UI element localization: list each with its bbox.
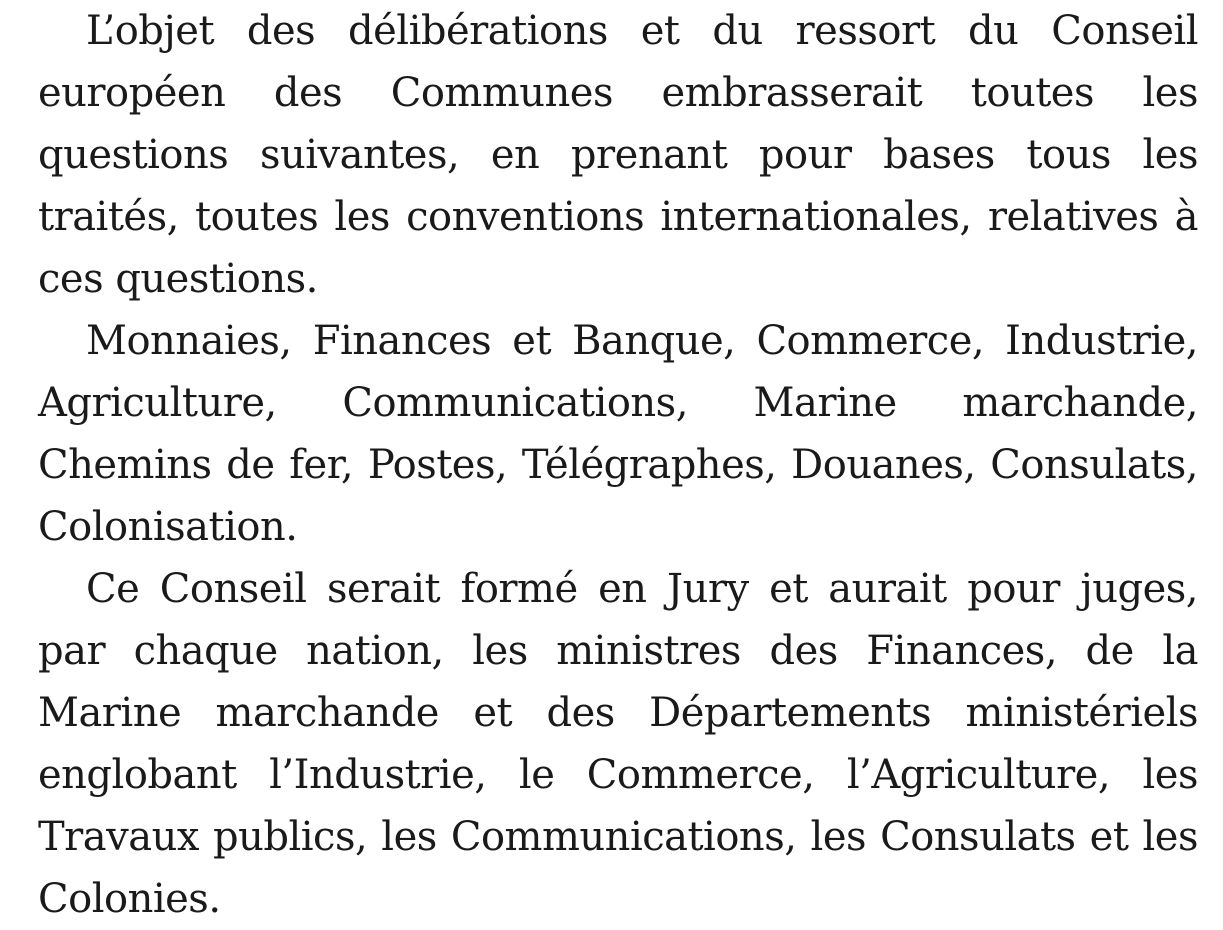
document-page [38, 0, 1198, 922]
paragraph-topics-list: Monnaies, Finances et Banque, Commerce, Industrie, Agriculture, Communications, Marine marchande, Chemins de fer, Postes, Télégraphes, Douanes, Consulats, Colonisation. [38, 318, 1198, 550]
paragraph-jury: Ce Conseil serait formé en Jury et aurait pour juges, par chaque nation, les ministres des Finances, de la Marine marchande et des Départements ministériels englobant l’Industrie, le Commerce, l’Agriculture, les Travaux publics, les Communications, les Consulats et les Colonies. [38, 566, 1198, 922]
paragraph-deliberations: L’objet des délibérations et du ressort du Conseil européen des Communes embrasserait toutes les questions suivantes, en prenant pour bases tous les traités, toutes les conventions internationales, relatives à ces questions. [38, 8, 1198, 302]
